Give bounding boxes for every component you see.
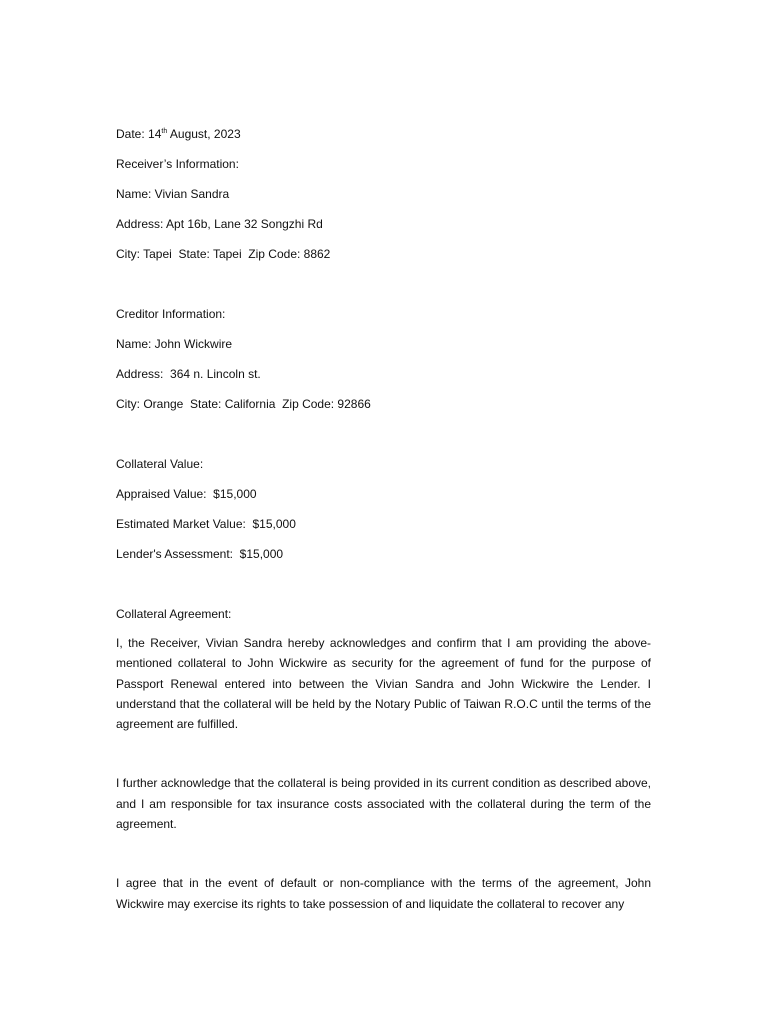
date-ordinal-suffix: th [161,128,168,135]
collateral-value-heading: Collateral Value: [116,457,204,471]
agreement-paragraph: I further acknowledge that the collateral is being provided in its current condition as described above, and I am responsible for tax insurance costs associated with the collateral during the term of the agreement. [116,776,651,832]
receiver-address: Address: Apt 16b, Lane 32 Songzhi Rd [116,217,323,231]
creditor-address: Address: 364 n. Lincoln st. [116,367,261,381]
lender-assessment: Lender's Assessment: $15,000 [116,547,284,561]
receiver-name: Name: Vivian Sandra [116,187,230,201]
creditor-heading: Creditor Information: [116,307,226,321]
receiver-city-state-zip: City: Tapei State: Tapei Zip Code: 8862 [116,247,331,261]
date-line [116,125,651,143]
date-prefix: Date: 14 [116,127,162,141]
document-page [116,125,651,953]
receiver-heading: Receiver’s Information: [116,157,239,171]
date-rest: August, 2023 [167,127,241,141]
collateral-agreement-heading: Collateral Agreement: [116,607,232,621]
agreement-paragraph: I, the Receiver, Vivian Sandra hereby acknowledges and confirm that I am providing the above-mentioned collateral to John Wickwire as security for the agreement of fund for the purpose of Passport Renewal entered into between the Vivian Sandra and John Wickwire the Lender. I understand that the collateral will be held by the Notary Public of Taiwan R.O.C until the terms of the agreement are fulfilled. [116,636,651,732]
appraised-value: Appraised Value: $15,000 [116,487,257,501]
creditor-city-state-zip: City: Orange State: California Zip Code: 92866 [116,397,371,411]
estimated-market-value: Estimated Market Value: $15,000 [116,517,296,531]
creditor-name: Name: John Wickwire [116,337,233,351]
agreement-paragraph: I agree that in the event of default or non-compliance with the terms of the agreement, John Wickwire may exercise its rights to take possession of and liquidate the collateral to recover any [116,876,651,911]
